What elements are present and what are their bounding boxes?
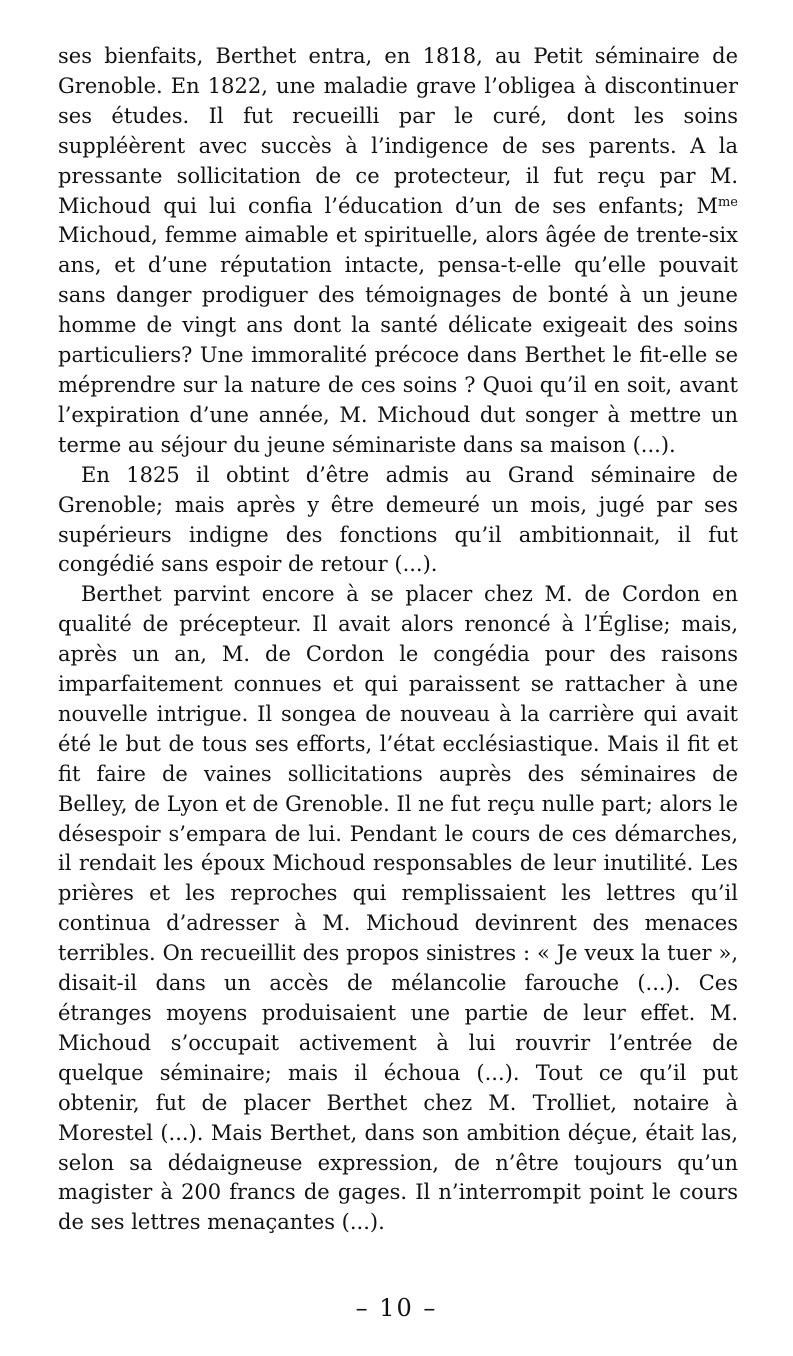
paragraph-2: En 1825 il obtint d’être admis au Grand séminaire de Grenoble; mais après y être demeuré un mois, jugé par ses supérieurs indigne des fonctions qu’il ambitionnait, il fut congédié sans espoir de retour (...). xyxy=(58,462,738,577)
superscript-me: me xyxy=(717,194,738,210)
paragraph-1-text-b: Michoud, femme aimable et spirituelle, alors âgée de trente-six ans, et d’une réputation intacte, pensa-t-elle qu’elle pouvait sans danger prodiguer des témoignages de bonté à un jeune homme de vingt ans dont la santé délicate exigeait des soins particuliers? Une immoralité précoce dans Berthet le fit-elle se méprendre sur la nature de ces soins ? Quoi qu’il en soit, avant l’expiration d’une année, M. Michoud dut songer à mettre un terme au séjour du jeune séminariste dans sa maison (...). xyxy=(58,223,738,457)
page-body xyxy=(58,42,738,1238)
paragraph-1 xyxy=(58,42,738,461)
page-number: – 10 – xyxy=(355,1294,438,1322)
paragraph-3: Berthet parvint encore à se placer chez M. de Cordon en qualité de précepteur. Il avait alors renoncé à l’Église; mais, après un an, M. de Cordon le congédia pour des raisons imparfaitement connues et qui paraissent se rattacher à une nouvelle intrigue. Il songea de nouveau à la carrière qui avait été le but de tous ses efforts, l’état ecclésiastique. Mais il fit et fit faire de vaines sollicitations auprès des séminaires de Belley, de Lyon et de Grenoble. Il ne fut reçu nulle part; alors le désespoir s’empara de lui. Pendant le cours de ces démarches, il rendait les époux Michoud responsables de leur inutilité. Les prières et les reproches qui remplissaient les lettres qu’il continua d’adresser à M. Michoud devinrent des menaces terribles. On recueillit des propos sinistres : « Je veux la tuer », disait-il dans un accès de mélancolie farouche (...). Ces étranges moyens produisaient une partie de leur effet. M. Michoud s’occupait activement à lui rouvrir l’entrée de quelque séminaire; mais il échoua (...). Tout ce qu’il put obtenir, fut de placer Berthet chez M. Trolliet, notaire à Morestel (...). Mais Berthet, dans son ambition déçue, était las, selon sa dédaigneuse expression, de n’être toujours qu’un magister à 200 francs de gages. Il n’interrompit point le cours de ses lettres menaçantes (...). xyxy=(58,582,738,1235)
paragraph-1-text-a: ses bienfaits, Berthet entra, en 1818, au Petit séminaire de Grenoble. En 1822, une maladie grave l’obligea à discontinuer ses études. Il fut recueilli par le curé, dont les soins suppléèrent avec succès à l’indigence de ses parents. A la pressante sollicitation de ce protecteur, il fut reçu par M. Michoud qui lui confia l’éducation d’un de ses enfants; M xyxy=(58,44,738,218)
